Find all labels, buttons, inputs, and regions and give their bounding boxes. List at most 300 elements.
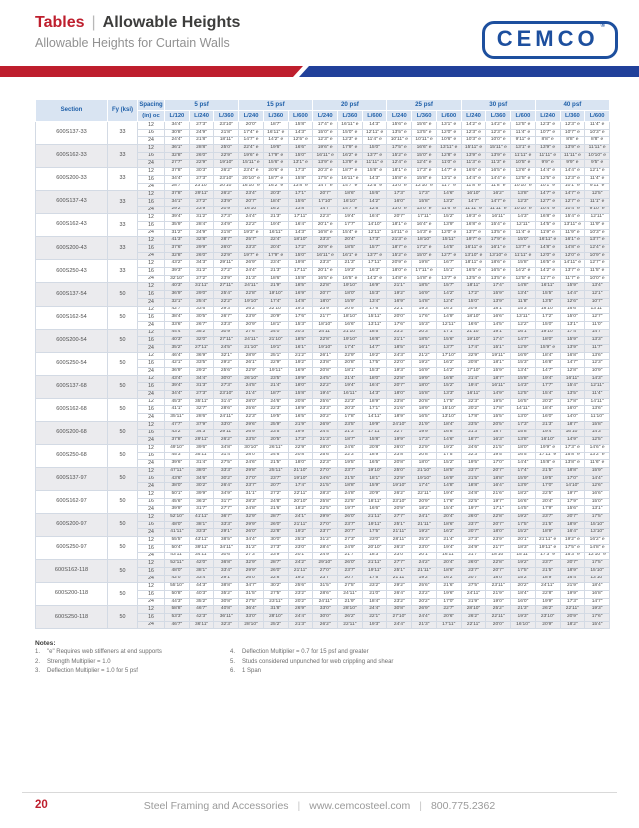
- height-cell: 18'1": [486, 306, 511, 314]
- footer-separator: |: [297, 800, 301, 812]
- height-cell: 46'4": [165, 352, 190, 360]
- table-row: [36, 145, 610, 153]
- height-cell: 24'11": [214, 414, 239, 422]
- height-cell: 20'3" e: [313, 168, 338, 176]
- height-cell: 15'8": [511, 260, 536, 268]
- height-cell: 19'2": [288, 529, 313, 537]
- height-cell: 15'6" e: [412, 122, 437, 130]
- height-cell: 20'1": [412, 552, 437, 560]
- height-cell: 35'11": [189, 398, 214, 406]
- spacing-cell: 12: [138, 283, 165, 291]
- height-cell: 18'9": [560, 521, 585, 529]
- height-cell: 28'4": [313, 544, 338, 552]
- height-cell: 13'8": [288, 206, 313, 214]
- section-cell: 600S137-97: [36, 467, 108, 490]
- height-cell: 10'1" e: [535, 183, 560, 191]
- height-cell: 16'2": [436, 529, 461, 537]
- height-cell: 14'6": [436, 437, 461, 445]
- height-cell: 26'2": [387, 491, 412, 499]
- height-cell: 28'6": [189, 414, 214, 422]
- height-cell: 11'3" e: [486, 160, 511, 168]
- height-cell: 12'11": [585, 383, 610, 391]
- height-cell: 15'5": [486, 414, 511, 422]
- height-cell: 15'5": [535, 291, 560, 299]
- note-text: Strength Multiplier = 1.0: [47, 658, 111, 665]
- height-cell: 25'3": [288, 537, 313, 545]
- height-cell: 18'2": [288, 506, 313, 514]
- height-cell: 23'3": [313, 260, 338, 268]
- height-cell: 16'11": [436, 552, 461, 560]
- height-cell: 15'7": [362, 245, 387, 253]
- col-group-header: 40 psf: [535, 100, 609, 111]
- height-cell: 12'5": [511, 391, 536, 399]
- height-cell: 40'3": [165, 283, 190, 291]
- height-cell: 21'5": [486, 444, 511, 452]
- height-cell: 20'7": [461, 575, 486, 583]
- col-header-deflection: L/600: [362, 111, 387, 122]
- height-cell: 44'3": [165, 598, 190, 606]
- height-cell: 29'3": [214, 306, 239, 314]
- height-cell: 31'2": [239, 544, 264, 552]
- height-cell: 17'3": [288, 437, 313, 445]
- spacing-cell: 24: [138, 460, 165, 468]
- section-cell: 600S200-54: [36, 329, 108, 352]
- spacing-cell: 16: [138, 521, 165, 529]
- height-cell: 15'8" e: [387, 175, 412, 183]
- height-cell: 21'9": [486, 590, 511, 598]
- height-cell: 21'5": [535, 567, 560, 575]
- height-cell: 18'1": [486, 360, 511, 368]
- height-cell: 27'3": [189, 122, 214, 130]
- height-cell: 36'9": [165, 291, 190, 299]
- height-cell: 31'5": [239, 590, 264, 598]
- height-cell: 16'10": [560, 429, 585, 437]
- footer-item: 800.775.2362: [430, 800, 496, 812]
- height-cell: 44'4": [165, 329, 190, 337]
- height-cell: 22'10": [263, 306, 288, 314]
- height-cell: 18'0": [362, 375, 387, 383]
- section-cell: 600S162-118: [36, 560, 108, 583]
- height-cell: 22'11": [412, 491, 437, 499]
- height-cell: 17'10": [461, 368, 486, 376]
- spacing-cell: 16: [138, 291, 165, 299]
- height-cell: 32'9": [239, 560, 264, 568]
- height-cell: 26'9": [313, 421, 338, 429]
- height-cell: 19'3": [338, 268, 363, 276]
- height-cell: 37'6": [165, 245, 190, 253]
- height-cell: 42'3": [189, 614, 214, 622]
- spacing-cell: 16: [138, 475, 165, 483]
- height-cell: 20'4": [338, 237, 363, 245]
- section-cell: 600S250-97: [36, 537, 108, 560]
- height-cell: 14'7": [585, 598, 610, 606]
- height-cell: 18'0": [535, 337, 560, 345]
- note-text: Studs considered unpunched for web crippling and shear: [242, 658, 394, 665]
- height-cell: 23'0": [362, 537, 387, 545]
- height-cell: 20'3": [288, 329, 313, 337]
- height-cell: 21'11": [288, 567, 313, 575]
- height-cell: 17'4" e: [239, 129, 264, 137]
- height-cell: 27'3": [214, 383, 239, 391]
- height-cell: 20'10": [214, 183, 239, 191]
- height-cell: 19'6" e: [239, 152, 264, 160]
- height-cell: 16'2": [263, 206, 288, 214]
- height-cell: 22'1": [387, 306, 412, 314]
- height-cell: 16'3": [362, 268, 387, 276]
- height-cell: 22'8": [486, 560, 511, 568]
- spacing-cell: 16: [138, 129, 165, 137]
- height-cell: 22'9": [214, 152, 239, 160]
- height-cell: 20'9": [362, 491, 387, 499]
- height-cell: 12'0" e: [436, 229, 461, 237]
- height-cell: 19'7": [560, 491, 585, 499]
- height-cell: 21'8": [214, 129, 239, 137]
- height-cell: 21'4": [338, 375, 363, 383]
- height-cell: 26'0": [189, 252, 214, 260]
- spacing-cell: 24: [138, 437, 165, 445]
- table-row: [36, 537, 610, 545]
- height-cell: 25'2": [486, 606, 511, 614]
- height-cell: 10'7" e: [560, 129, 585, 137]
- height-cell: 22'11": [338, 621, 363, 629]
- height-cell: 12'11": [436, 321, 461, 329]
- height-cell: 22'9": [189, 160, 214, 168]
- height-cell: 22'0": [387, 360, 412, 368]
- notes-section: [35, 640, 610, 675]
- height-cell: 14'4": [511, 460, 536, 468]
- height-cell: 22'8": [239, 291, 264, 299]
- table-row: [36, 421, 610, 429]
- height-cell: 19'3" e: [239, 229, 264, 237]
- height-cell: 26'0": [387, 444, 412, 452]
- height-cell: 13'9" e: [338, 160, 363, 168]
- spacing-cell: 16: [138, 614, 165, 622]
- height-cell: 38'4": [165, 314, 190, 322]
- height-cell: 19'3": [387, 368, 412, 376]
- height-cell: 18'6": [436, 567, 461, 575]
- height-cell: 17'11" e: [535, 452, 560, 460]
- height-cell: 16'4": [288, 221, 313, 229]
- height-cell: 14'7" e: [560, 191, 585, 199]
- spacing-cell: 16: [138, 544, 165, 552]
- height-cell: 27'11": [189, 344, 214, 352]
- col-header-spacing: Spacing: [138, 100, 165, 111]
- height-cell: 14'3": [362, 391, 387, 399]
- height-cell: 34'9": [214, 491, 239, 499]
- height-cell: 47'11": [165, 467, 190, 475]
- height-cell: 13'2" e: [585, 452, 610, 460]
- height-cell: 15'8": [288, 275, 313, 283]
- col-header-deflection: L/240: [387, 111, 412, 122]
- col-header-deflection: L/240: [189, 111, 214, 122]
- height-cell: 23'7": [313, 529, 338, 537]
- height-cell: 33'3": [214, 521, 239, 529]
- height-cell: 29'11": [214, 429, 239, 437]
- table-row: [36, 191, 610, 199]
- height-cell: 17'1": [436, 329, 461, 337]
- height-cell: 13'1" e: [436, 122, 461, 130]
- height-cell: 18'10": [535, 306, 560, 314]
- height-cell: 21'3": [412, 621, 437, 629]
- height-cell: 31'4": [214, 398, 239, 406]
- height-cell: 16'4": [560, 575, 585, 583]
- height-cell: 12'5" e: [535, 175, 560, 183]
- height-cell: 26'1": [313, 352, 338, 360]
- height-cell: 11'7" e: [560, 275, 585, 283]
- height-cell: 23'9": [189, 206, 214, 214]
- height-cell: 19'4": [313, 391, 338, 399]
- height-cell: 26'0": [189, 152, 214, 160]
- height-cell: 17'6": [436, 498, 461, 506]
- height-cell: 25'6": [313, 452, 338, 460]
- height-cell: 29'6": [239, 421, 264, 429]
- height-cell: 27'0": [313, 467, 338, 475]
- height-cell: 17'10": [313, 198, 338, 206]
- height-cell: 19'3" e: [461, 214, 486, 222]
- height-cell: 16'8": [560, 352, 585, 360]
- height-cell: 18'3": [511, 544, 536, 552]
- fy-cell: 50: [108, 444, 138, 467]
- height-cell: 16'4": [560, 529, 585, 537]
- height-cell: 12'3" e: [338, 137, 363, 145]
- spacing-cell: 16: [138, 198, 165, 206]
- height-cell: 31'4": [189, 460, 214, 468]
- height-cell: 16'0": [535, 414, 560, 422]
- height-cell: 18'10": [461, 314, 486, 322]
- spacing-cell: 12: [138, 583, 165, 591]
- height-cell: 19'11": [362, 521, 387, 529]
- height-cell: 27'3": [461, 537, 486, 545]
- table-row: [36, 352, 610, 360]
- banner-blue-stripe: [299, 66, 639, 77]
- height-cell: 21'10": [288, 467, 313, 475]
- height-cell: 36'11": [189, 621, 214, 629]
- height-cell: 50'8": [165, 590, 190, 598]
- height-cell: 30'5": [189, 314, 214, 322]
- height-cell: 20'8": [338, 360, 363, 368]
- height-cell: 11'6" e: [436, 206, 461, 214]
- height-cell: 30'8": [214, 598, 239, 606]
- height-cell: 14'4": [560, 291, 585, 299]
- height-cell: 9'5" e: [585, 160, 610, 168]
- height-cell: 19'4": [461, 383, 486, 391]
- section-cell: 600S200-68: [36, 421, 108, 444]
- height-cell: 13'4": [362, 298, 387, 306]
- height-cell: 18'8": [338, 483, 363, 491]
- height-cell: 12'9": [511, 344, 536, 352]
- height-cell: 33'5": [189, 360, 214, 368]
- height-cell: 27'7": [387, 560, 412, 568]
- height-cell: 20'2": [288, 598, 313, 606]
- height-cell: 18'4": [436, 421, 461, 429]
- fy-cell: 50: [108, 467, 138, 490]
- height-cell: 15'0": [288, 252, 313, 260]
- height-cell: 24'4": [239, 268, 264, 276]
- height-cell: 15'9": [560, 337, 585, 345]
- section-cell: 600S137-54: [36, 283, 108, 306]
- height-cell: 18'10": [338, 314, 363, 322]
- spacing-cell: 12: [138, 398, 165, 406]
- height-cell: 19'9": [560, 590, 585, 598]
- height-cell: 26'3": [387, 544, 412, 552]
- height-cell: 16'4": [486, 483, 511, 491]
- height-cell: 13'8": [511, 437, 536, 445]
- height-cell: 18'7": [486, 375, 511, 383]
- height-cell: 32'1": [214, 352, 239, 360]
- height-cell: 18'8": [461, 483, 486, 491]
- height-cell: 29'11": [189, 437, 214, 445]
- height-cell: 23'3": [239, 245, 264, 253]
- height-cell: 28'0": [313, 444, 338, 452]
- spacing-cell: 24: [138, 344, 165, 352]
- height-cell: 21'5": [313, 483, 338, 491]
- height-cell: 27'3": [214, 214, 239, 222]
- height-cell: 28'0": [239, 398, 264, 406]
- height-cell: 43'4": [165, 375, 190, 383]
- height-cell: 25'1": [387, 521, 412, 529]
- height-cell: 14'6": [436, 191, 461, 199]
- height-cell: 14'11": [511, 406, 536, 414]
- height-cell: 13'9" e: [560, 145, 585, 153]
- col-header-spacing-unit: (in) oc: [138, 111, 165, 122]
- height-cell: 20'0": [486, 621, 511, 629]
- height-cell: 18'10": [412, 237, 437, 245]
- height-cell: 42'0": [189, 560, 214, 568]
- height-cell: 17'11": [288, 268, 313, 276]
- fy-cell: 50: [108, 560, 138, 583]
- height-cell: 41'11": [189, 514, 214, 522]
- height-cell: 13'6": [585, 406, 610, 414]
- height-cell: 19'10": [338, 283, 363, 291]
- height-cell: 28'7": [263, 560, 288, 568]
- height-cell: 25'4": [189, 298, 214, 306]
- height-cell: 16'3": [436, 306, 461, 314]
- height-cell: 18'2": [511, 491, 536, 499]
- height-cell: 11'9" e: [535, 229, 560, 237]
- height-cell: 14'7": [511, 337, 536, 345]
- height-cell: 19'5": [338, 460, 363, 468]
- height-cell: 28'10": [239, 621, 264, 629]
- height-cell: 13'8" e: [288, 183, 313, 191]
- fy-cell: 33: [108, 214, 138, 237]
- height-cell: 14'0": [560, 414, 585, 422]
- height-cell: 22'9": [263, 360, 288, 368]
- height-cell: 20'10": [362, 544, 387, 552]
- notes-col-right: [230, 649, 530, 678]
- height-cell: 22'3": [338, 452, 363, 460]
- height-cell: 11'7": [585, 344, 610, 352]
- fy-cell: 50: [108, 329, 138, 352]
- height-cell: 27'3": [189, 391, 214, 399]
- height-cell: 16'5": [288, 414, 313, 422]
- height-cell: 12'3" e: [560, 175, 585, 183]
- height-cell: 19'10": [535, 329, 560, 337]
- page-number: 20: [35, 799, 48, 811]
- section-cell: 600S250-54: [36, 352, 108, 375]
- height-cell: 21'11": [387, 529, 412, 537]
- height-cell: 11'9" e: [585, 221, 610, 229]
- height-cell: 16'11" e: [313, 252, 338, 260]
- spacing-cell: 12: [138, 421, 165, 429]
- height-cell: 13'1": [560, 321, 585, 329]
- height-cell: 46'7": [165, 621, 190, 629]
- height-cell: 35'2": [165, 344, 190, 352]
- height-cell: 13'10": [436, 414, 461, 422]
- height-cell: 17'5": [585, 560, 610, 568]
- height-cell: 20'7": [560, 514, 585, 522]
- height-cell: 15'9": [486, 368, 511, 376]
- height-cell: 18'7": [263, 391, 288, 399]
- table-row: [36, 583, 610, 591]
- height-cell: 26'2": [461, 614, 486, 622]
- height-cell: 14'5": [511, 506, 536, 514]
- height-cell: 13'9" e: [313, 160, 338, 168]
- height-cell: 12'3" e: [313, 137, 338, 145]
- height-cell: 20'4": [535, 498, 560, 506]
- height-cell: 16'6" e: [412, 145, 437, 153]
- height-cell: 29'2": [189, 368, 214, 376]
- height-cell: 19'4": [338, 383, 363, 391]
- height-cell: 23'10": [387, 498, 412, 506]
- height-cell: 25'6": [288, 583, 313, 591]
- height-cell: 16'11" e: [338, 175, 363, 183]
- height-cell: 18'11": [214, 137, 239, 145]
- height-cell: 19'6" e: [313, 145, 338, 153]
- height-cell: 18'3": [362, 552, 387, 560]
- height-cell: 9'11" e: [511, 137, 536, 145]
- height-cell: 9'10" e: [585, 206, 610, 214]
- height-cell: 38'1": [189, 567, 214, 575]
- height-cell: 13'5" e: [387, 129, 412, 137]
- height-cell: 20'2": [313, 414, 338, 422]
- height-cell: 20'7": [338, 529, 363, 537]
- height-cell: 31'3": [189, 383, 214, 391]
- height-cell: 19'5": [461, 460, 486, 468]
- height-cell: 31'2": [313, 537, 338, 545]
- spacing-cell: 24: [138, 621, 165, 629]
- table-row: [36, 260, 610, 268]
- fy-cell: 50: [108, 491, 138, 514]
- height-cell: 23'2": [387, 329, 412, 337]
- height-cell: 16'1" e: [338, 252, 363, 260]
- height-cell: 32'8": [189, 237, 214, 245]
- height-cell: 36'1": [165, 145, 190, 153]
- height-cell: 21'11": [387, 575, 412, 583]
- height-cell: 16'5": [362, 460, 387, 468]
- height-cell: 31'2": [189, 268, 214, 276]
- height-cell: 15'8": [585, 421, 610, 429]
- height-cell: 47'7": [165, 421, 190, 429]
- height-cell: 11'5" e: [585, 268, 610, 276]
- height-cell: 27'2": [214, 268, 239, 276]
- height-cell: 27'2": [189, 275, 214, 283]
- height-cell: 14'2": [362, 198, 387, 206]
- height-cell: 22'3": [313, 460, 338, 468]
- height-cell: 38'0": [165, 483, 190, 491]
- height-cell: 18'6": [436, 521, 461, 529]
- height-cell: 16'2" e: [585, 537, 610, 545]
- height-cell: 23'9": [313, 306, 338, 314]
- height-cell: 14'10": [362, 221, 387, 229]
- spacing-cell: 12: [138, 560, 165, 568]
- height-cell: 16'11" e: [535, 237, 560, 245]
- height-cell: 16'4": [362, 214, 387, 222]
- height-cell: 15'1": [486, 344, 511, 352]
- height-cell: 8'8" e: [585, 137, 610, 145]
- spacing-cell: 24: [138, 160, 165, 168]
- height-cell: 13'0" e: [412, 206, 437, 214]
- height-cell: 15'9": [362, 483, 387, 491]
